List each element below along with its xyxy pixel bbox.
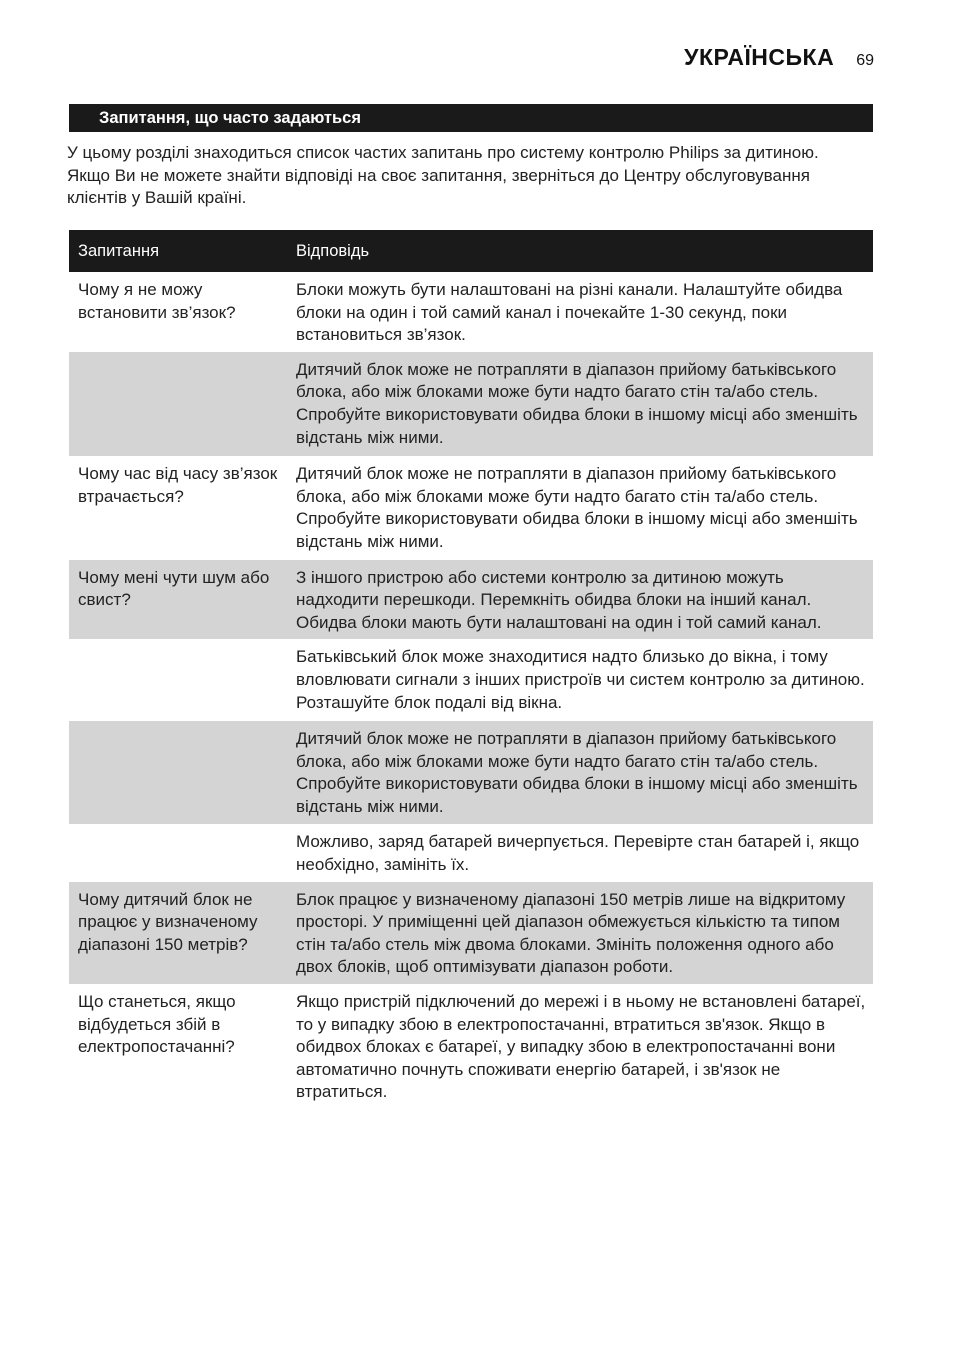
- table-row: [69, 882, 873, 984]
- question-cell: Що станеться, якщо відбудеться збій в електропостачанні?: [78, 992, 236, 1057]
- page-header: [684, 44, 874, 71]
- answer-cell: Якщо пристрій підключений до мережі і в ньому не встановлені батареї, то у випадку збою в електропостачанні, втратиться зв'язок. Якщо в обидвох блоках є батареї, у випадку збою в електропостачанні вони автоматично почнуть споживати енергію батарей, і зв'язок не втратиться.: [296, 992, 866, 1102]
- answer-cell: З іншого пристрою або системи контролю за дитиною можуть надходити перешкоди. Перемкніть обидва блоки на інший канал. Обидва блоки мають бути налаштовані на один і той самий канал.: [296, 567, 822, 632]
- answer-cell: Батьківський блок може знаходитися надто близько до вікна, і тому вловлювати сигнали з інших пристроїв чи систем контролю за дитиною. Розташуйте блок подалі від вікна.: [296, 647, 865, 712]
- question-cell: [69, 646, 296, 714]
- table-row: [69, 352, 873, 456]
- question-cell: [69, 831, 296, 876]
- table-row: [69, 456, 873, 559]
- table-row: [69, 272, 873, 352]
- column-header-question: Запитання: [78, 241, 160, 260]
- answer-cell: Блок працює у визначеному діапазоні 150 метрів лише на відкритому просторі. У приміщенні цей діапазон обмежується кількістю та типом стін та/або стель між двома блоками. Змініть положення одного або двох блоків, щоб оптимізувати діапазон роботи.: [296, 889, 846, 977]
- table-row: [69, 639, 873, 721]
- question-cell: Чому час від часу зв’язок втрачається?: [78, 464, 278, 506]
- column-header-answer: Відповідь: [296, 241, 370, 260]
- section-title: Запитання, що часто задаються: [69, 104, 873, 132]
- question-cell: Чому я не можу встановити зв’язок?: [78, 280, 236, 322]
- table-row: [69, 824, 873, 881]
- answer-cell: Дитячий блок може не потрапляти в діапазон прийому батьківського блока, або між блоками може бути надто багато стін та/або стель. Спробуйте використовувати обидва блоки в іншому місці або зменшіть відстань між ними.: [296, 359, 858, 447]
- question-cell: Чому дитячий блок не працює у визначеному діапазоні 150 метрів?: [78, 889, 258, 954]
- page-number: 69: [856, 52, 874, 69]
- answer-cell: Дитячий блок може не потрапляти в діапазон прийому батьківського блока, або між блоками може бути надто багато стін та/або стель. Спробуйте використовувати обидва блоки в іншому місці або зменшіть відстань між ними.: [296, 464, 858, 551]
- answer-cell: Можливо, заряд батарей вичерпується. Перевірте стан батарей і, якщо необхідно, замініть їх.: [296, 832, 860, 875]
- table-header: [69, 230, 873, 272]
- answer-cell: Блоки можуть бути налаштовані на різні канали. Налаштуйте обидва блоки на один і той самий канал і почекайте 1-30 секунд, поки встановиться зв’язок.: [296, 280, 843, 345]
- table-row: [69, 560, 873, 640]
- intro-paragraph: У цьому розділі знаходиться список частих запитань про систему контролю Philips за дитиною. Якщо Ви не можете знайти відповіді на своє запитання, зверніться до Центру обслуговування клієнтів у Вашій країні.: [67, 143, 819, 207]
- answer-cell: Дитячий блок може не потрапляти в діапазон прийому батьківського блока, або між блоками може бути надто багато стін та/або стель. Спробуйте використовувати обидва блоки в іншому місці або зменшіть відстань між ними.: [296, 729, 858, 816]
- faq-table: [69, 230, 873, 1111]
- question-cell: Чому мені чути шум або свист?: [78, 567, 270, 610]
- question-cell: [69, 728, 296, 818]
- table-row: [69, 721, 873, 824]
- question-cell: [69, 359, 296, 449]
- language-title: УКРАЇНСЬКА: [684, 44, 835, 70]
- table-row: [69, 984, 873, 1111]
